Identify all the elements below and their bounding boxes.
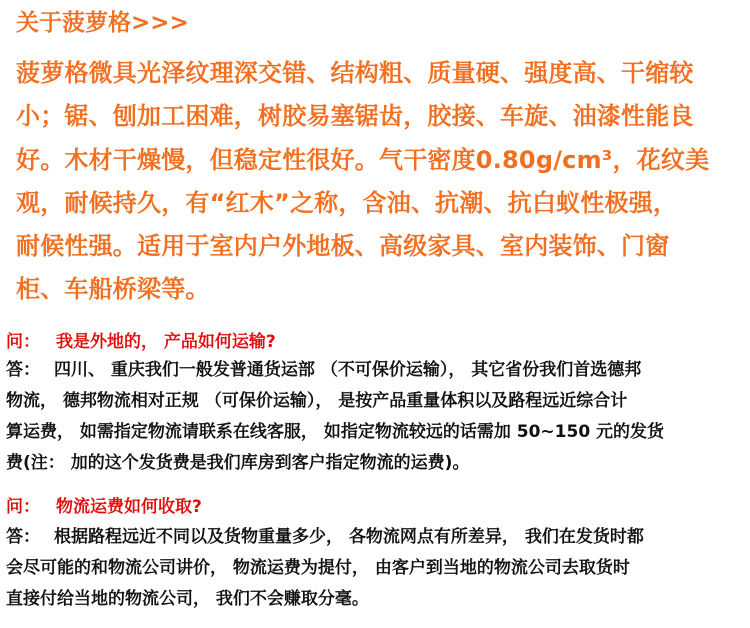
answer-line: 会尽可能的和物流公司讲价， 物流运费为提付， 由客户到当地的物流公司去取货时 [6,558,630,578]
about-line: 耐候性强。适用于室内户外地板、高级家具、室内装饰、门窗 [16,232,670,261]
faq-answer [6,355,746,479]
answer-line [6,355,746,386]
faq-question [6,331,276,353]
answer-prefix: 答： [6,360,40,380]
about-line: 好。木材干燥慢，但稳定性很好。气干密度0.80g/cm³，花纹美 [16,145,710,174]
question-prefix: 问： [6,497,40,517]
about-paragraph [16,52,738,312]
question-text: 物流运费如何收取? [56,497,202,517]
about-line: 小；锯、刨加工困难，树胶易塞锯齿，胶接、车旋、油漆性能良 [16,102,694,131]
question-prefix: 问： [6,332,40,352]
answer-line: 物流， 德邦物流相对正规 （可保价运输）， 是按产品重量体积以及路程远近综合计 [6,391,628,411]
answer-line: 费(注： 加的这个发货费是我们库房到客户指定物流的运费)。 [6,453,470,473]
about-line: 柜、车船桥梁等。 [16,275,210,304]
answer-prefix: 答： [6,527,40,547]
answer-line [6,522,746,553]
answer-text: 四川、 重庆我们一般发普通货运部 （不可保价运输）， 其它省份我们首选德邦 [54,360,642,380]
faq-question [6,496,202,518]
about-line: 菠萝格微具光泽纹理深交错、结构粗、质量硬、强度高、干缩较 [16,59,694,87]
faq-answer [6,522,746,615]
answer-text: 根据路程远近不同以及货物重量多少， 各物流网点有所差异， 我们在发货时都 [54,527,644,547]
section-title: 关于菠萝格>>> [16,10,189,36]
about-line: 观，耐候持久，有“红木”之称，含油、抗潮、抗白蚁性极强， [16,188,678,217]
answer-line: 直接付给当地的物流公司， 我们不会赚取分毫。 [6,589,369,609]
answer-line: 算运费， 如需指定物流请联系在线客服， 如指定物流较远的话需加 50~150 元的发货 [6,422,665,442]
question-text: 我是外地的， 产品如何运输? [56,332,276,352]
